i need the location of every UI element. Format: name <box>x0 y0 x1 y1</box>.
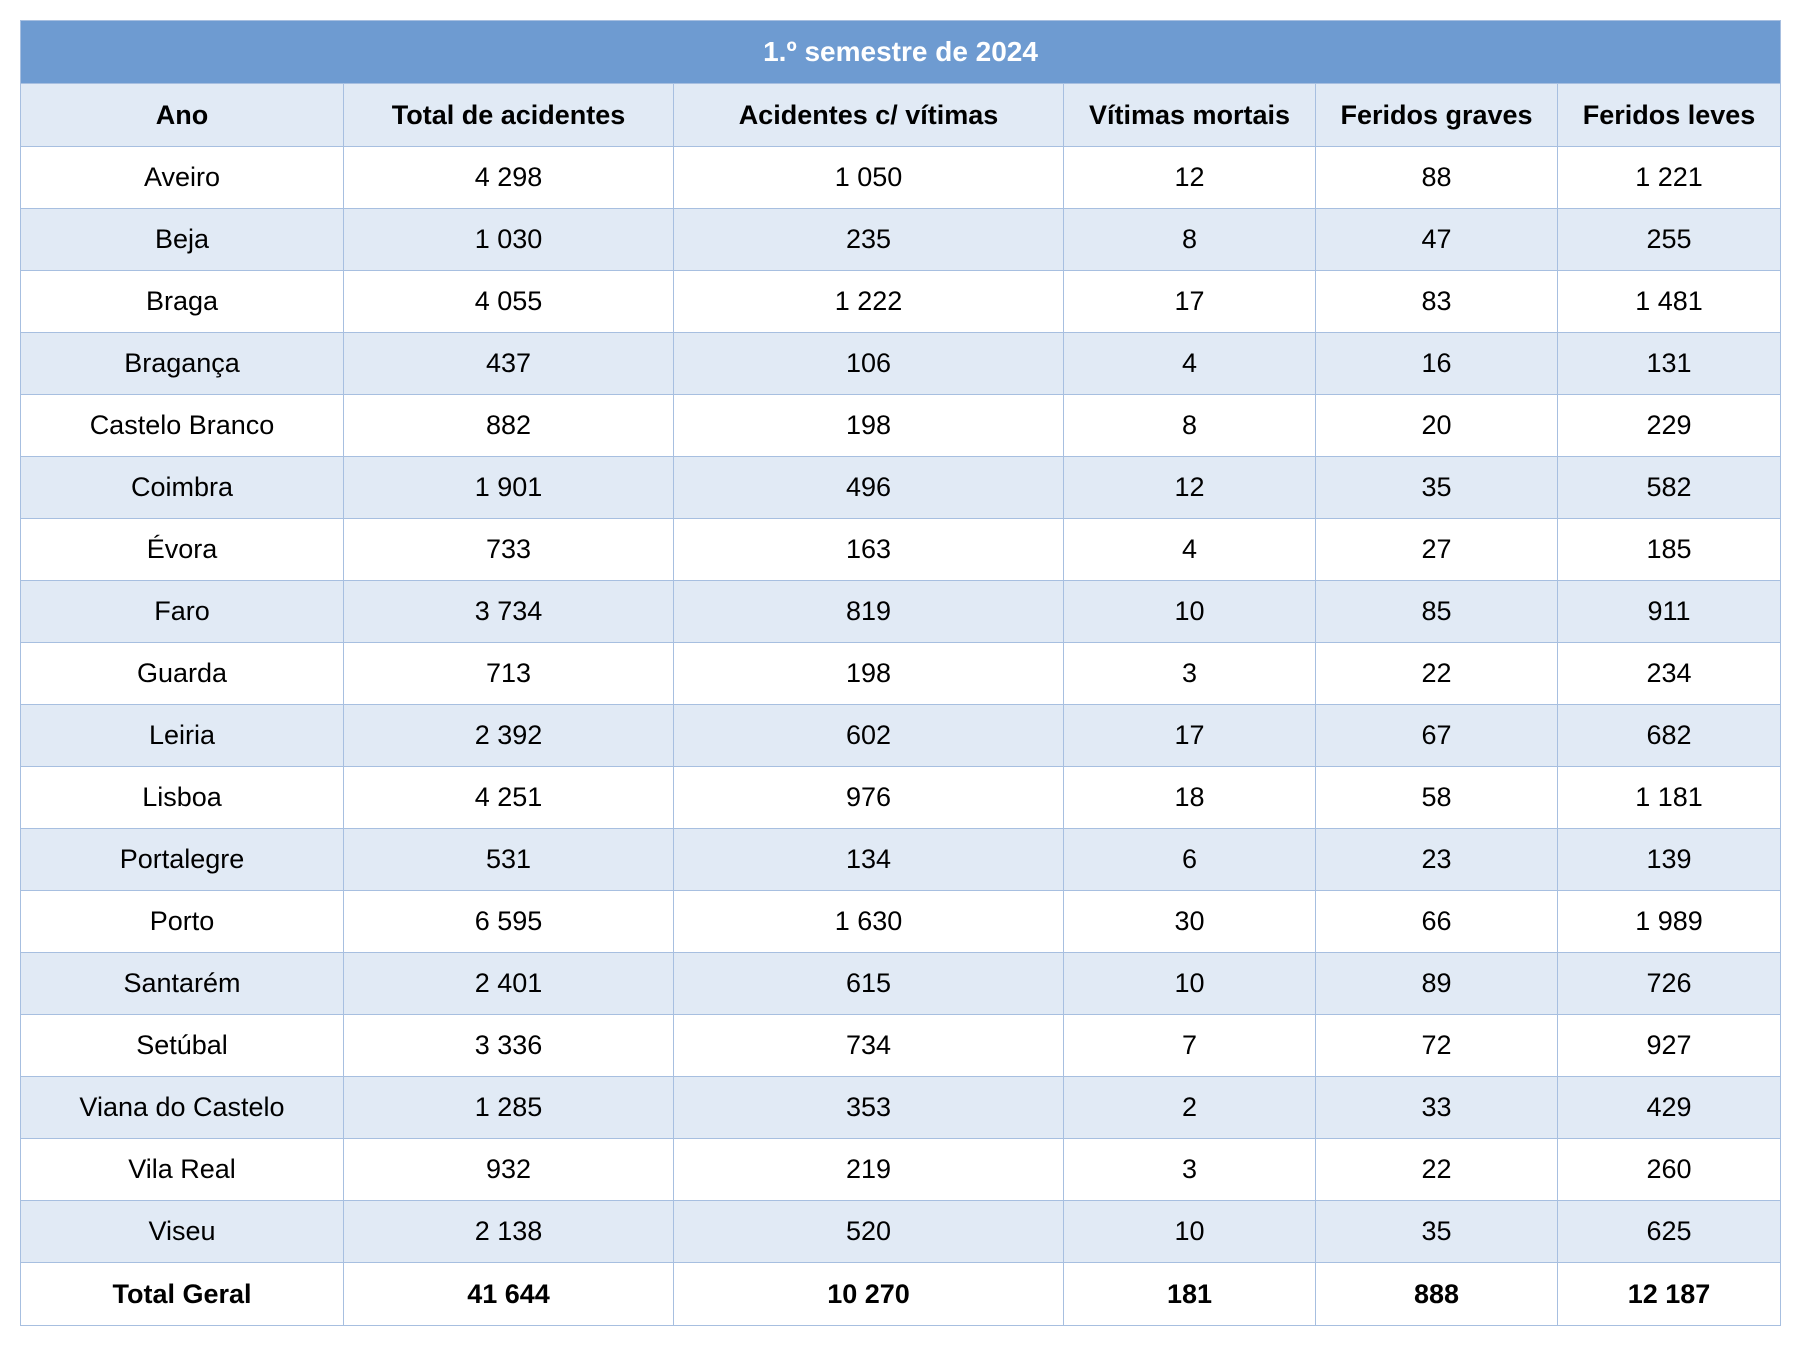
value-cell: 625 <box>1558 1201 1781 1263</box>
value-cell: 615 <box>674 953 1064 1015</box>
value-cell: 429 <box>1558 1077 1781 1139</box>
value-cell: 602 <box>674 705 1064 767</box>
value-cell: 1 901 <box>344 457 674 519</box>
total-cell: 10 270 <box>674 1263 1064 1326</box>
value-cell: 23 <box>1316 829 1558 891</box>
value-cell: 726 <box>1558 953 1781 1015</box>
value-cell: 1 221 <box>1558 147 1781 209</box>
value-cell: 4 <box>1064 333 1316 395</box>
table-row <box>21 395 1781 457</box>
value-cell: 198 <box>674 643 1064 705</box>
value-cell: 713 <box>344 643 674 705</box>
value-cell: 219 <box>674 1139 1064 1201</box>
value-cell: 353 <box>674 1077 1064 1139</box>
value-cell: 35 <box>1316 1201 1558 1263</box>
value-cell: 1 222 <box>674 271 1064 333</box>
value-cell: 10 <box>1064 581 1316 643</box>
total-cell: 12 187 <box>1558 1263 1781 1326</box>
table-row <box>21 829 1781 891</box>
value-cell: 7 <box>1064 1015 1316 1077</box>
value-cell: 22 <box>1316 1139 1558 1201</box>
value-cell: 12 <box>1064 457 1316 519</box>
value-cell: 3 336 <box>344 1015 674 1077</box>
table-header-row <box>21 84 1781 147</box>
column-header-feridos-leves: Feridos leves <box>1558 84 1781 147</box>
district-cell: Beja <box>21 209 344 271</box>
value-cell: 235 <box>674 209 1064 271</box>
column-header-acidentes-vitimas: Acidentes c/ vítimas <box>674 84 1064 147</box>
value-cell: 260 <box>1558 1139 1781 1201</box>
value-cell: 927 <box>1558 1015 1781 1077</box>
total-row <box>21 1263 1781 1326</box>
value-cell: 67 <box>1316 705 1558 767</box>
value-cell: 229 <box>1558 395 1781 457</box>
district-cell: Viana do Castelo <box>21 1077 344 1139</box>
district-cell: Évora <box>21 519 344 581</box>
value-cell: 1 630 <box>674 891 1064 953</box>
district-cell: Viseu <box>21 1201 344 1263</box>
value-cell: 932 <box>344 1139 674 1201</box>
value-cell: 6 <box>1064 829 1316 891</box>
value-cell: 18 <box>1064 767 1316 829</box>
table-row <box>21 209 1781 271</box>
value-cell: 531 <box>344 829 674 891</box>
total-cell: 888 <box>1316 1263 1558 1326</box>
table-row <box>21 643 1781 705</box>
district-cell: Setúbal <box>21 1015 344 1077</box>
value-cell: 976 <box>674 767 1064 829</box>
district-cell: Porto <box>21 891 344 953</box>
value-cell: 8 <box>1064 395 1316 457</box>
value-cell: 4 251 <box>344 767 674 829</box>
value-cell: 234 <box>1558 643 1781 705</box>
value-cell: 12 <box>1064 147 1316 209</box>
district-cell: Coimbra <box>21 457 344 519</box>
value-cell: 911 <box>1558 581 1781 643</box>
value-cell: 255 <box>1558 209 1781 271</box>
accidents-table <box>20 20 1781 1326</box>
value-cell: 198 <box>674 395 1064 457</box>
total-label: Total Geral <box>21 1263 344 1326</box>
value-cell: 1 181 <box>1558 767 1781 829</box>
table-title: 1.º semestre de 2024 <box>21 21 1781 84</box>
value-cell: 520 <box>674 1201 1064 1263</box>
value-cell: 6 595 <box>344 891 674 953</box>
value-cell: 1 050 <box>674 147 1064 209</box>
table-row <box>21 333 1781 395</box>
district-cell: Vila Real <box>21 1139 344 1201</box>
value-cell: 30 <box>1064 891 1316 953</box>
table-row <box>21 891 1781 953</box>
column-header-ano: Ano <box>21 84 344 147</box>
table-body <box>21 147 1781 1263</box>
column-header-feridos-graves: Feridos graves <box>1316 84 1558 147</box>
value-cell: 85 <box>1316 581 1558 643</box>
value-cell: 2 138 <box>344 1201 674 1263</box>
table-row <box>21 1201 1781 1263</box>
value-cell: 1 285 <box>344 1077 674 1139</box>
value-cell: 72 <box>1316 1015 1558 1077</box>
value-cell: 10 <box>1064 953 1316 1015</box>
table-row <box>21 1015 1781 1077</box>
value-cell: 17 <box>1064 705 1316 767</box>
district-cell: Portalegre <box>21 829 344 891</box>
table-row <box>21 147 1781 209</box>
value-cell: 1 481 <box>1558 271 1781 333</box>
district-cell: Guarda <box>21 643 344 705</box>
value-cell: 139 <box>1558 829 1781 891</box>
value-cell: 3 734 <box>344 581 674 643</box>
district-cell: Faro <box>21 581 344 643</box>
accidents-table-container <box>20 20 1780 1326</box>
value-cell: 47 <box>1316 209 1558 271</box>
value-cell: 185 <box>1558 519 1781 581</box>
table-row <box>21 1139 1781 1201</box>
value-cell: 35 <box>1316 457 1558 519</box>
value-cell: 1 989 <box>1558 891 1781 953</box>
value-cell: 22 <box>1316 643 1558 705</box>
value-cell: 2 392 <box>344 705 674 767</box>
value-cell: 582 <box>1558 457 1781 519</box>
value-cell: 3 <box>1064 643 1316 705</box>
district-cell: Santarém <box>21 953 344 1015</box>
table-row <box>21 271 1781 333</box>
value-cell: 819 <box>674 581 1064 643</box>
value-cell: 734 <box>674 1015 1064 1077</box>
value-cell: 131 <box>1558 333 1781 395</box>
value-cell: 8 <box>1064 209 1316 271</box>
value-cell: 4 298 <box>344 147 674 209</box>
district-cell: Castelo Branco <box>21 395 344 457</box>
table-title-row <box>21 21 1781 84</box>
table-row <box>21 457 1781 519</box>
total-cell: 181 <box>1064 1263 1316 1326</box>
total-cell: 41 644 <box>344 1263 674 1326</box>
value-cell: 27 <box>1316 519 1558 581</box>
value-cell: 4 055 <box>344 271 674 333</box>
column-header-total-acidentes: Total de acidentes <box>344 84 674 147</box>
table-row <box>21 519 1781 581</box>
value-cell: 134 <box>674 829 1064 891</box>
table-row <box>21 705 1781 767</box>
value-cell: 2 401 <box>344 953 674 1015</box>
value-cell: 733 <box>344 519 674 581</box>
table-row <box>21 953 1781 1015</box>
value-cell: 682 <box>1558 705 1781 767</box>
table-row <box>21 767 1781 829</box>
value-cell: 2 <box>1064 1077 1316 1139</box>
column-header-vitimas-mortais: Vítimas mortais <box>1064 84 1316 147</box>
table-row <box>21 581 1781 643</box>
district-cell: Leiria <box>21 705 344 767</box>
district-cell: Lisboa <box>21 767 344 829</box>
value-cell: 106 <box>674 333 1064 395</box>
value-cell: 3 <box>1064 1139 1316 1201</box>
value-cell: 88 <box>1316 147 1558 209</box>
value-cell: 437 <box>344 333 674 395</box>
value-cell: 66 <box>1316 891 1558 953</box>
value-cell: 89 <box>1316 953 1558 1015</box>
district-cell: Aveiro <box>21 147 344 209</box>
table-row <box>21 1077 1781 1139</box>
value-cell: 16 <box>1316 333 1558 395</box>
value-cell: 20 <box>1316 395 1558 457</box>
value-cell: 163 <box>674 519 1064 581</box>
value-cell: 83 <box>1316 271 1558 333</box>
district-cell: Braga <box>21 271 344 333</box>
value-cell: 33 <box>1316 1077 1558 1139</box>
district-cell: Bragança <box>21 333 344 395</box>
value-cell: 496 <box>674 457 1064 519</box>
value-cell: 10 <box>1064 1201 1316 1263</box>
value-cell: 882 <box>344 395 674 457</box>
value-cell: 4 <box>1064 519 1316 581</box>
value-cell: 17 <box>1064 271 1316 333</box>
value-cell: 58 <box>1316 767 1558 829</box>
value-cell: 1 030 <box>344 209 674 271</box>
